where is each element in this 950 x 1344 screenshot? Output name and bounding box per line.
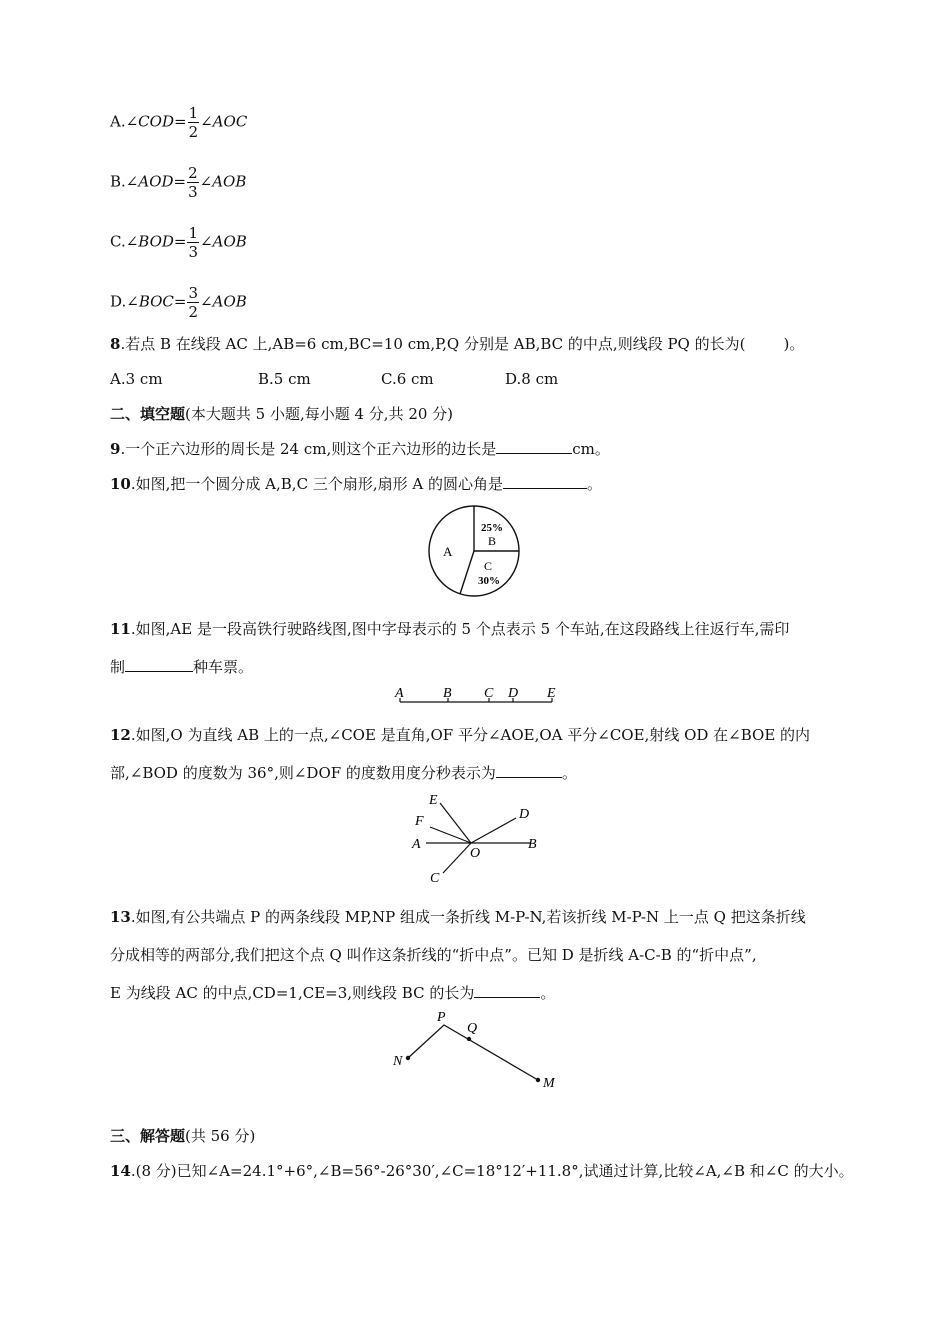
- label-e: E: [429, 793, 438, 808]
- q8-option-b: B.5 cm: [258, 370, 311, 388]
- pie-label-b-pct: 25%: [481, 522, 503, 534]
- question-10: 10.如图,把一个圆分成 A,B,C 三个扇形,扇形 A 的圆心角是 。: [110, 475, 602, 493]
- fraction: $\frac{1}{3}$: [188, 224, 199, 261]
- label-m: M: [543, 1076, 555, 1091]
- ray-oc: [443, 843, 471, 873]
- section-3-heading: 三、解答题(共 56 分): [110, 1127, 256, 1145]
- pie-chart-figure: [425, 504, 525, 598]
- fraction: $\frac{1}{2}$: [188, 104, 199, 141]
- question-13-line-2: 分成相等的两部分,我们把这个点 Q 叫作这条折线的“折中点”。已知 D 是折线 A-C-B 的“折中点”,: [110, 946, 757, 964]
- point-c-label: C: [484, 686, 494, 701]
- pie-label-a: A: [443, 544, 453, 559]
- polyline-figure: [390, 1008, 560, 1090]
- pie-label-c: C: [484, 559, 493, 573]
- question-8: 8.若点 B 在线段 AC 上,AB=6 cm,BC=10 cm,P,Q 分别是 AB,BC 的中点,则线段 PQ 的长为( )。: [110, 335, 805, 353]
- question-12: 12.如图,O 为直线 AB 上的一点,∠COE 是直角,OF 平分∠AOE,OA 平分∠COE,射线 OD 在∠BOE 的内: [110, 726, 811, 744]
- question-13-line-3: E 为线段 AC 的中点,CD=1,CE=3,则线段 BC 的长为 。: [110, 984, 556, 1002]
- fraction: $\frac{2}{3}$: [188, 164, 198, 201]
- answer-blank[interactable]: [125, 657, 193, 672]
- question-14: 14.(8 分)已知∠A=24.1°+6°,∠B=56°-26°30′,∠C=18°12′+11.8°,试通过计算,比较∠A,∠B 和∠C 的大小。: [110, 1162, 854, 1180]
- fraction: $\frac{3}{2}$: [188, 284, 199, 321]
- question-11-line-2: 制 种车票。: [110, 658, 254, 676]
- label-n: N: [393, 1054, 403, 1069]
- label-p: P: [437, 1010, 446, 1025]
- section-2-heading: 二、填空题(本大题共 5 小题,每小题 4 分,共 20 分): [110, 405, 454, 423]
- pie-label-c-pct: 30%: [478, 575, 500, 587]
- q8-option-c: C.6 cm: [381, 370, 434, 388]
- label-a: A: [412, 837, 421, 852]
- q7-option-b: B.∠AOD= $\frac{2}{3}$ ∠AOB: [110, 164, 247, 201]
- answer-blank[interactable]: [496, 439, 572, 454]
- point-a-label: A: [395, 686, 404, 701]
- point-m: [536, 1078, 540, 1082]
- answer-blank[interactable]: [503, 474, 587, 489]
- point-b-label: B: [443, 686, 452, 701]
- point-d-label: D: [508, 686, 519, 701]
- question-12-line-2: 部,∠BOD 的度数为 36°,则∠DOF 的度数用度分秒表示为 。: [110, 764, 577, 782]
- label-d: D: [519, 807, 530, 822]
- point-e-label: E: [547, 686, 556, 701]
- point-n: [406, 1056, 410, 1060]
- angle-figure: [408, 790, 548, 885]
- point-q: [467, 1037, 471, 1041]
- label-b: B: [528, 837, 537, 852]
- label-o: O: [470, 846, 481, 861]
- pie-radius-bottom: [460, 551, 474, 594]
- q7-option-d: D.∠BOC= $\frac{3}{2}$ ∠AOB: [110, 284, 247, 321]
- q7-option-c: C.∠BOD= $\frac{1}{3}$ ∠AOB: [110, 224, 247, 261]
- label-c: C: [430, 871, 440, 886]
- answer-blank[interactable]: [496, 763, 562, 778]
- question-13: 13.如图,有公共端点 P 的两条线段 MP,NP 组成一条折线 M-P-N,若该折线 M-P-N 上一点 Q 把这条折线: [110, 908, 806, 926]
- question-11: 11.如图,AE 是一段高铁行驶路线图,图中字母表示的 5 个点表示 5 个车站,在这段路线上往返行车,需印: [110, 620, 790, 638]
- pie-label-b: B: [488, 534, 497, 548]
- q8-option-d: D.8 cm: [505, 370, 559, 388]
- route-line-figure: [392, 684, 562, 708]
- question-9: 9.一个正六边形的周长是 24 cm,则这个正六边形的边长是 cm。: [110, 440, 610, 458]
- q8-option-a: A.3 cm: [110, 370, 163, 388]
- label-f: F: [415, 814, 424, 829]
- q7-option-a: A.∠COD= $\frac{1}{2}$ ∠AOC: [110, 104, 248, 141]
- label-q: Q: [467, 1021, 478, 1036]
- answer-blank[interactable]: [474, 983, 540, 998]
- ray-od: [471, 818, 516, 843]
